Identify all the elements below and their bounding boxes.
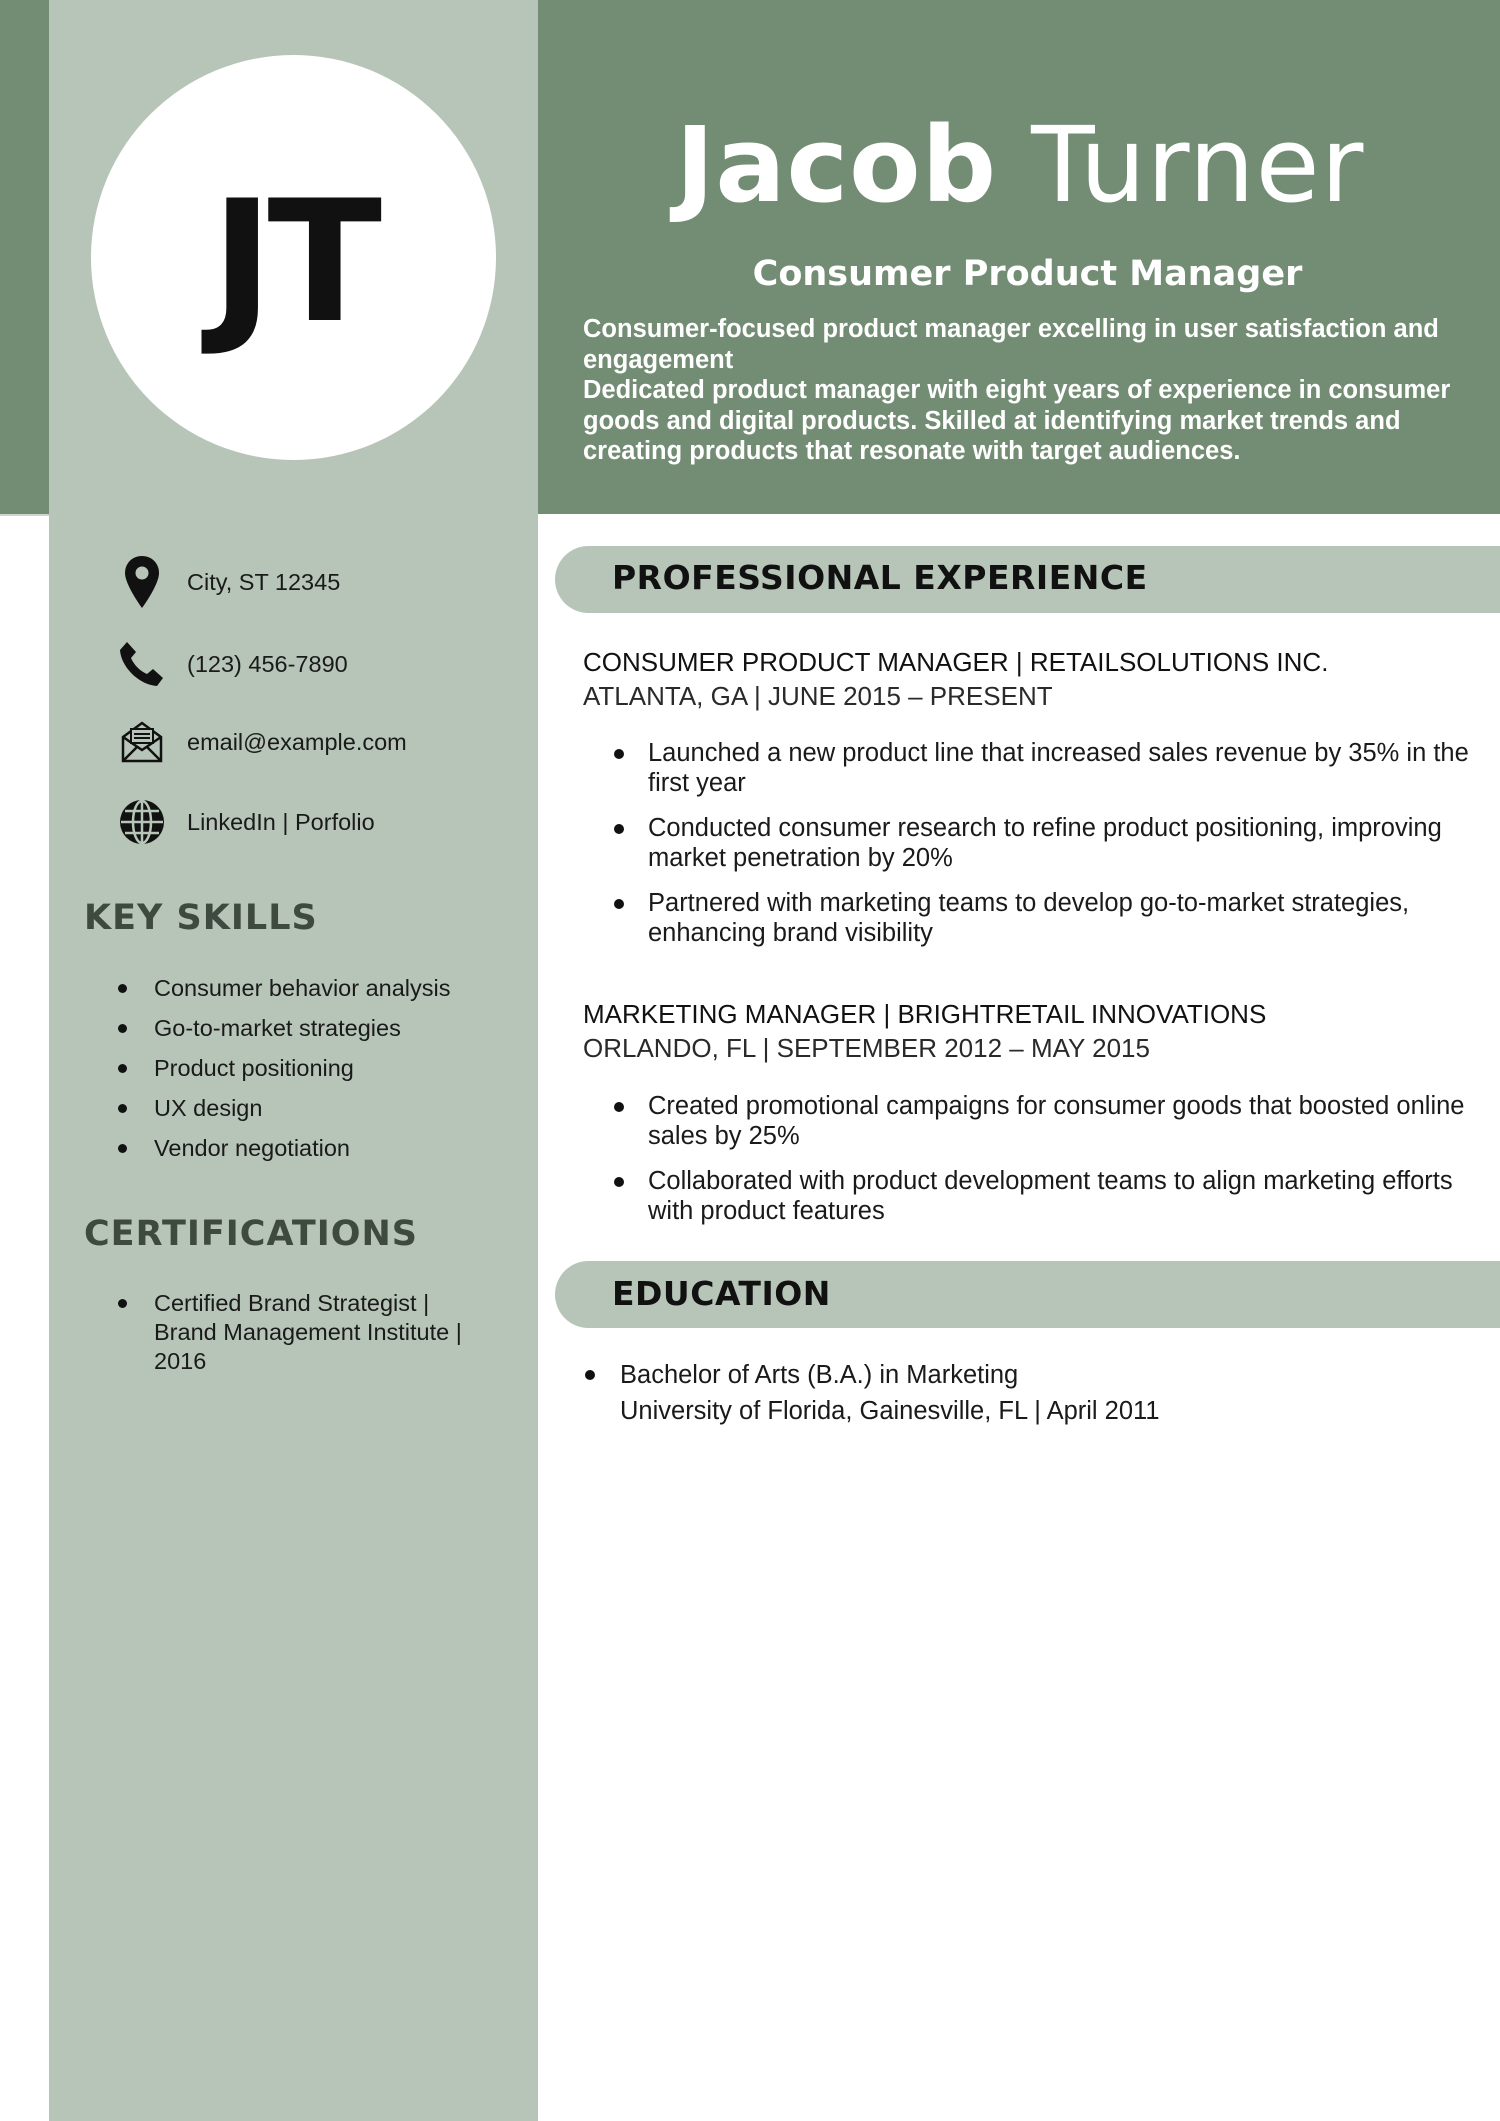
list-item: Launched a new product line that increased sales revenue by 35% in the first year bbox=[612, 738, 1472, 798]
header-divider bbox=[0, 514, 50, 516]
list-item: Consumer behavior analysis bbox=[118, 974, 498, 1003]
job-2-header bbox=[583, 997, 1266, 1065]
certifications-heading: CERTIFICATIONS bbox=[84, 1214, 419, 1254]
location-text: City, ST 12345 bbox=[187, 568, 341, 595]
key-skills-heading: KEY SKILLS bbox=[84, 898, 318, 938]
map-pin-icon bbox=[115, 555, 169, 609]
contact-links bbox=[115, 795, 375, 849]
list-item: Go-to-market strategies bbox=[118, 1014, 498, 1043]
links-text: LinkedIn | Porfolio bbox=[187, 808, 375, 835]
list-item: Certified Brand Strategist | Brand Management Institute | 2016 bbox=[118, 1289, 488, 1376]
experience-heading: PROFESSIONAL EXPERIENCE bbox=[612, 558, 1148, 597]
list-item: Conducted consumer research to refine product positioning, improving market penetration by 20% bbox=[612, 813, 1472, 873]
job-2-role: MARKETING MANAGER | BRIGHTRETAIL INNOVATIONS bbox=[583, 999, 1267, 1029]
envelope-icon bbox=[115, 715, 169, 769]
contact-email bbox=[115, 715, 407, 769]
summary-body: Dedicated product manager with eight years of experience in consumer goods and digital products. Skilled at identifying market trends and creating products that resonate with target audiences. bbox=[583, 376, 1451, 465]
job-2-location-dates: ORLANDO, FL | SEPTEMBER 2012 – MAY 2015 bbox=[583, 1033, 1150, 1063]
contact-phone bbox=[115, 637, 348, 691]
job-1-header bbox=[583, 645, 1328, 713]
education-heading: EDUCATION bbox=[612, 1274, 831, 1313]
phone-icon bbox=[115, 637, 169, 691]
summary bbox=[583, 314, 1483, 467]
list-item bbox=[583, 1357, 1463, 1429]
job-1-role: CONSUMER PRODUCT MANAGER | RETAILSOLUTIONS INC. bbox=[583, 647, 1329, 677]
globe-icon bbox=[115, 795, 169, 849]
candidate-name bbox=[540, 104, 1500, 226]
list-item: Partnered with marketing teams to develop go-to-market strategies, enhancing brand visibility bbox=[612, 888, 1472, 948]
email-text: email@example.com bbox=[187, 728, 407, 755]
key-skills-list bbox=[118, 974, 498, 1163]
monogram-circle bbox=[91, 55, 496, 460]
last-name: Turner bbox=[1031, 104, 1365, 226]
list-item: Collaborated with product development teams to align marketing efforts with product features bbox=[612, 1166, 1472, 1226]
phone-text: (123) 456-7890 bbox=[187, 650, 348, 677]
summary-tagline: Consumer-focused product manager excelling in user satisfaction and engagement bbox=[583, 315, 1439, 374]
list-item: Product positioning bbox=[118, 1054, 498, 1083]
education-list bbox=[583, 1357, 1463, 1429]
list-item: Created promotional campaigns for consumer goods that boosted online sales by 25% bbox=[612, 1091, 1472, 1151]
job-2-bullets bbox=[612, 1091, 1472, 1226]
job-title: Consumer Product Manager bbox=[752, 254, 1303, 294]
monogram-initials: JT bbox=[210, 163, 377, 360]
job-1-location-dates: ATLANTA, GA | JUNE 2015 – PRESENT bbox=[583, 681, 1053, 711]
contact-location bbox=[115, 555, 340, 609]
first-name: Jacob bbox=[675, 104, 998, 226]
job-1-bullets bbox=[612, 738, 1472, 948]
list-item: UX design bbox=[118, 1094, 498, 1123]
certifications-list bbox=[118, 1289, 488, 1376]
education-school: University of Florida, Gainesville, FL | April 2011 bbox=[620, 1397, 1160, 1425]
list-item: Vendor negotiation bbox=[118, 1134, 498, 1163]
education-degree: Bachelor of Arts (B.A.) in Marketing bbox=[620, 1361, 1019, 1389]
